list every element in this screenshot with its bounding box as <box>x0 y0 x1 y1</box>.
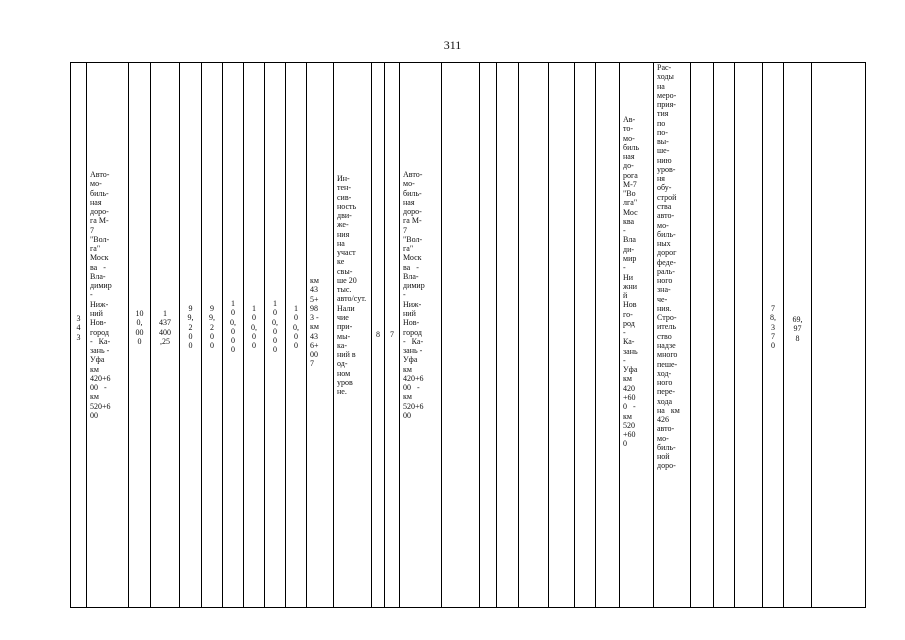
col-program <box>654 63 691 607</box>
col-num <box>71 63 87 607</box>
cell-value-8: 1 0 0, 0 0 <box>293 304 299 351</box>
cell-n8: 8 <box>376 330 380 339</box>
col-reason <box>334 63 372 607</box>
cell-km-range: км 43 5+ 98 3 - км 43 6+ 00 7 <box>310 276 319 369</box>
col-value-4 <box>202 63 223 607</box>
data-table <box>70 62 866 608</box>
col-empty-4 <box>519 63 549 607</box>
cell-value-1: 10 0, 00 0 <box>135 309 144 346</box>
col-empty-7 <box>596 63 620 607</box>
col-value-5 <box>223 63 244 607</box>
page-number: 311 <box>443 38 462 52</box>
col-value-6 <box>244 63 265 607</box>
cell-value-4: 9 9, 2 0 0 <box>209 304 215 351</box>
col-empty-2 <box>480 63 497 607</box>
cell-value-3: 9 9, 2 0 0 <box>187 304 194 351</box>
col-empty-8 <box>691 63 714 607</box>
col-road-2 <box>400 63 442 607</box>
cell-value-9: 7 8, 3 7 0 <box>770 304 776 351</box>
col-value-7 <box>265 63 286 607</box>
cell-value-5: 1 0 0, 0 0 0 <box>230 299 236 355</box>
col-empty-6 <box>575 63 596 607</box>
cell-road-name-3: Ав- то- мо- биль ная до- рога М-7 "Во лга" Мос ква - Вла ди- мир - Ни жни й Нов го- род - Ка- зань - Уфа км 420 +60 0 - км 520 +60 0 <box>623 115 639 449</box>
cell-road-name: Авто- мо- биль- ная доро- га М- 7 "Вол- га" Моск ва - Вла- димир - Ниж- ний Нов- город - Ка- зань - Уфа км 420+6 00 - км 520+6 00 <box>90 170 112 420</box>
col-value-10 <box>784 63 812 607</box>
cell-reason: Ин- тен- сив- ность дви- же- ния на участ ке свы- ше 20 тыс. авто/сут. Нали чие при- мы- ка- ний в од- ном уров не. <box>337 174 367 397</box>
col-value-1 <box>129 63 151 607</box>
col-road <box>87 63 129 607</box>
col-n8 <box>372 63 385 607</box>
col-n7 <box>385 63 400 607</box>
cell-value-7: 1 0 0, 0 0 0 <box>272 299 278 355</box>
cell-program: Рас- ходы на меро- прия- тия по по- вы- ше- нию уров- ня обу- строй ства авто- мо- биль- ных дорог феде- раль- ного зна- че- ния. Стро- итель ство надзе много пеше- ход- ного пере- хода на км 426 авто- мо- биль- ной доро- <box>657 63 680 471</box>
col-value-9 <box>763 63 784 607</box>
col-empty-1 <box>442 63 480 607</box>
cell-value-2: 1 437 400 ,25 <box>159 309 171 346</box>
col-empty-3 <box>497 63 519 607</box>
col-empty-9 <box>714 63 735 607</box>
cell-value-6: 1 0 0, 0 0 <box>251 304 257 351</box>
cell-road-name-2: Авто- мо- биль- ная доро- га М- 7 "Вол- га" Моск ва - Вла- димир - Ниж- ний Нов- город - Ка- зань - Уфа км 420+6 00 - км 520+6 00 <box>403 170 425 420</box>
col-value-2 <box>151 63 180 607</box>
col-value-8 <box>286 63 307 607</box>
cell-value-10: 69, 97 8 <box>792 315 803 343</box>
cell-row-number: 3 4 3 <box>76 314 81 342</box>
col-road-3 <box>620 63 654 607</box>
col-empty-5 <box>549 63 575 607</box>
col-empty-10 <box>735 63 763 607</box>
col-km <box>307 63 334 607</box>
col-value-3 <box>180 63 202 607</box>
col-empty-11 <box>812 63 865 607</box>
cell-n7: 7 <box>390 330 394 339</box>
